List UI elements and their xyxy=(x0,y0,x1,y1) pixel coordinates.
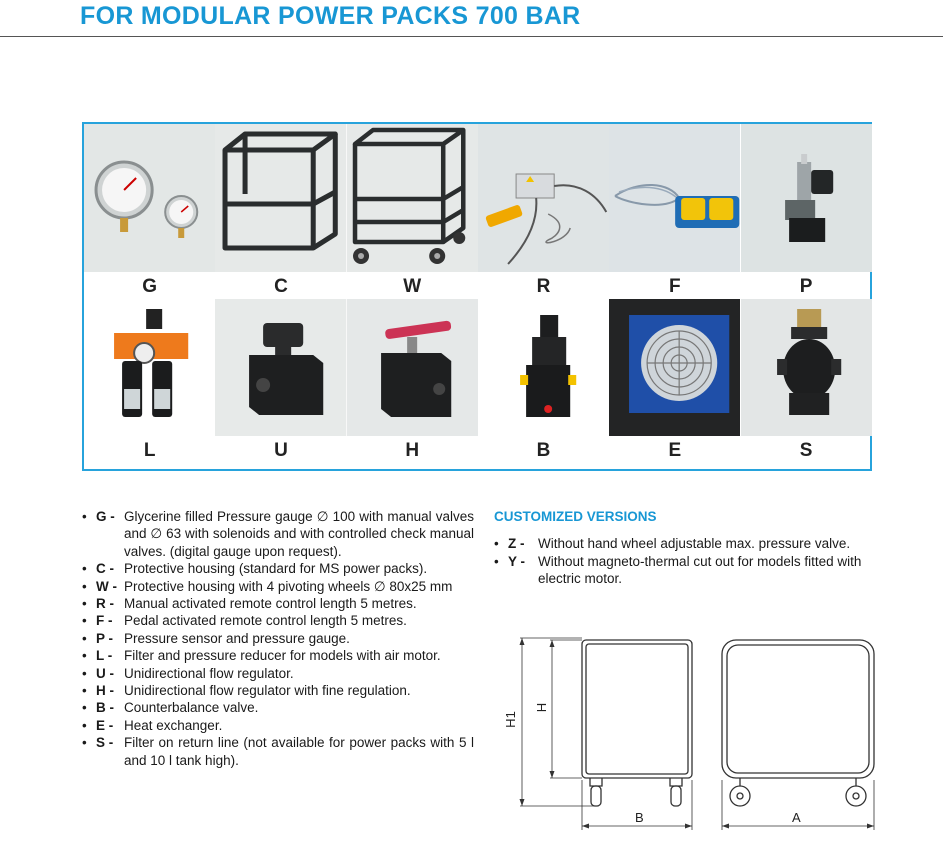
catalog-code: H xyxy=(405,440,420,461)
custom-item-z: • Z - Without hand wheel adjustable max. pressure valve. xyxy=(494,535,904,552)
custom-text: Without hand wheel adjustable max. pressure valve. xyxy=(538,536,851,552)
legend-item-h: • H - Unidirectional flow regulator with fine regulation. xyxy=(82,682,474,699)
catalog-code: W xyxy=(403,276,422,297)
customized-versions xyxy=(494,508,904,588)
legend-code: S - xyxy=(96,735,114,751)
catalog-item-g xyxy=(84,124,215,299)
legend-code: E - xyxy=(96,717,114,733)
catalog-code: R xyxy=(536,276,551,297)
catalog-code: G xyxy=(142,276,158,297)
legend-code: C - xyxy=(96,561,114,577)
catalog-item-s xyxy=(741,299,872,469)
return-filter-icon xyxy=(741,299,872,436)
legend-item-u: • U - Unidirectional flow regulator. xyxy=(82,665,474,682)
pressure-gauge-icon xyxy=(84,124,215,272)
custom-code: Y - xyxy=(508,553,526,569)
wheeled-frame-icon xyxy=(347,124,478,272)
legend-text: Counterbalance valve. xyxy=(124,700,259,716)
title-divider xyxy=(0,36,943,37)
filter-regulator-icon xyxy=(84,299,215,436)
legend-text: Heat exchanger. xyxy=(124,717,223,733)
legend-item-l: • L - Filter and pressure reducer for models with air motor. xyxy=(82,647,474,664)
legend-text: Manual activated remote control length 5 metres. xyxy=(124,596,417,612)
legend-item-c: • C - Protective housing (standard for MS power packs). xyxy=(82,560,474,577)
catalog-item-l xyxy=(84,299,215,469)
accessory-legend xyxy=(82,508,474,769)
fine-flow-regulator-icon xyxy=(347,299,478,436)
flow-regulator-icon xyxy=(215,299,346,436)
customized-heading: CUSTOMIZED VERSIONS xyxy=(494,509,657,524)
catalog-item-e xyxy=(609,299,740,469)
catalog-code: U xyxy=(274,440,288,461)
legend-text: Unidirectional flow regulator with fine regulation. xyxy=(124,683,411,699)
catalog-item-r xyxy=(478,124,609,299)
legend-code: G - xyxy=(96,509,115,524)
catalog-code: C xyxy=(274,276,288,297)
legend-item-b: • B - Counterbalance valve. xyxy=(82,699,474,716)
page-title: FOR MODULAR POWER PACKS 700 BAR xyxy=(80,2,581,30)
catalog-code: S xyxy=(799,440,813,461)
counterbalance-valve-icon xyxy=(478,299,609,436)
legend-item-p: • P - Pressure sensor and pressure gauge. xyxy=(82,630,474,647)
legend-text: Glycerine filled Pressure gauge ∅ 100 with manual valves and ∅ 63 with solenoids and with controlled check manual valves. (digital gauge upon request). xyxy=(124,509,474,559)
legend-item-r: • R - Manual activated remote control length 5 metres. xyxy=(82,595,474,612)
catalog-item-b xyxy=(478,299,609,469)
legend-item-w: • W - Protective housing with 4 pivoting wheels ∅ 80x25 mm xyxy=(82,578,474,595)
catalog-item-h xyxy=(347,299,478,469)
legend-text: Protective housing (standard for MS power packs). xyxy=(124,561,428,577)
legend-item-g: • G - Glycerine filled Pressure gauge ∅ 100 with manual valves and ∅ 63 with solenoids and with controlled check manual valves. (digital gauge upon request). xyxy=(82,509,474,559)
legend-text: Unidirectional flow regulator. xyxy=(124,665,294,681)
catalog-code: L xyxy=(143,440,156,461)
heat-exchanger-icon xyxy=(609,299,740,436)
dimension-label-a: A xyxy=(792,810,801,825)
legend-text: Protective housing with 4 pivoting wheels ∅ 80x25 mm xyxy=(124,578,453,594)
legend-code: H - xyxy=(96,683,114,699)
dimension-drawings xyxy=(500,630,890,835)
catalog-code: E xyxy=(668,440,682,461)
legend-code: F - xyxy=(96,613,113,629)
legend-text: Pressure sensor and pressure gauge. xyxy=(124,630,350,646)
legend-text: Filter on return line (not available for power packs with 5 l and 10 l tank high). xyxy=(124,735,474,768)
legend-item-s: • S - Filter on return line (not available for power packs with 5 l and 10 l tank high). xyxy=(82,735,474,768)
dimension-label-h1: H1 xyxy=(502,711,518,728)
pressure-sensor-icon xyxy=(741,124,872,272)
accessory-catalog xyxy=(82,122,872,471)
custom-item-y: • Y - Without magneto-thermal cut out for models fitted with electric motor. xyxy=(494,553,904,588)
catalog-item-w xyxy=(347,124,478,299)
legend-code: R - xyxy=(96,596,114,612)
legend-code: B - xyxy=(96,700,114,716)
legend-item-f: • F - Pedal activated remote control length 5 metres. xyxy=(82,612,474,629)
catalog-item-u xyxy=(215,299,346,469)
protective-frame-icon xyxy=(215,124,346,272)
catalog-code: P xyxy=(799,276,813,297)
legend-code: U - xyxy=(96,665,114,681)
dimension-label-h: H xyxy=(534,702,550,713)
legend-code: W - xyxy=(96,578,117,594)
housing-dimension-drawing xyxy=(500,630,890,835)
catalog-item-c xyxy=(215,124,346,299)
legend-text: Filter and pressure reducer for models with air motor. xyxy=(124,648,441,664)
catalog-code: F xyxy=(669,276,681,297)
catalog-code: B xyxy=(536,440,551,461)
legend-item-e: • E - Heat exchanger. xyxy=(82,717,474,734)
custom-code: Z - xyxy=(508,536,525,552)
dimension-label-b: B xyxy=(635,810,644,825)
legend-code: P - xyxy=(96,630,114,646)
catalog-item-p xyxy=(741,124,872,299)
remote-control-icon xyxy=(478,124,609,272)
catalog-item-f xyxy=(609,124,740,299)
custom-text: Without magneto-thermal cut out for models fitted with electric motor. xyxy=(538,553,862,587)
legend-text: Pedal activated remote control length 5 metres. xyxy=(124,613,407,629)
legend-code: L - xyxy=(96,648,113,664)
pedal-icon xyxy=(609,124,740,272)
